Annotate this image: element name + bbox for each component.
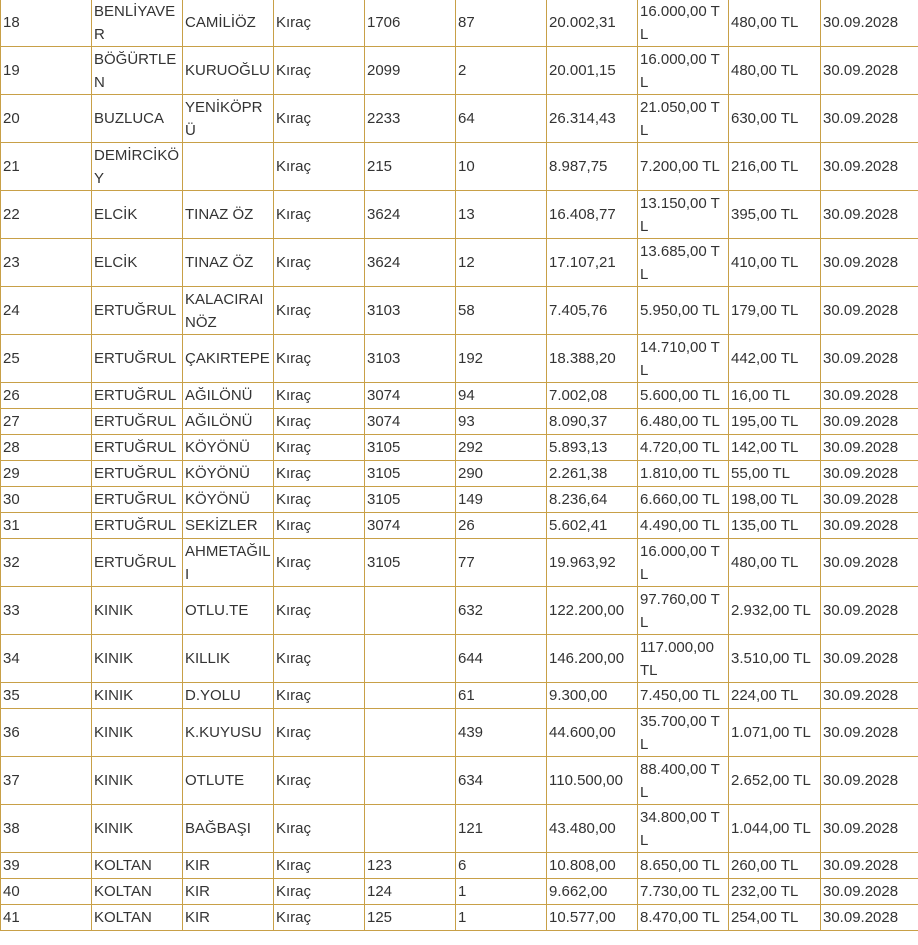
- cell-price: 7.730,00 TL: [638, 879, 729, 905]
- cell-neighborhood: BENLİYAVER: [92, 0, 183, 47]
- table-row: [1, 513, 918, 539]
- cell-locality: SEKİZLER: [183, 513, 274, 539]
- cell-neighborhood: ERTUĞRUL: [92, 287, 183, 335]
- cell-no: 40: [1, 879, 92, 905]
- cell-parcel: 10: [456, 143, 547, 191]
- cell-deposit: 16,00 TL: [729, 383, 821, 409]
- cell-locality: TINAZ ÖZ: [183, 191, 274, 239]
- cell-deposit: 142,00 TL: [729, 435, 821, 461]
- cell-land-type: Kıraç: [274, 335, 365, 383]
- cell-block: 3105: [365, 461, 456, 487]
- cell-price: 16.000,00 TL: [638, 539, 729, 587]
- table-row: [1, 335, 918, 383]
- cell-area: 17.107,21: [547, 239, 638, 287]
- cell-neighborhood: ERTUĞRUL: [92, 383, 183, 409]
- cell-area: 26.314,43: [547, 95, 638, 143]
- cell-deposit: 195,00 TL: [729, 409, 821, 435]
- cell-price: 7.450,00 TL: [638, 683, 729, 709]
- cell-block: 3105: [365, 539, 456, 587]
- cell-neighborhood: ERTUĞRUL: [92, 539, 183, 587]
- cell-neighborhood: ERTUĞRUL: [92, 513, 183, 539]
- cell-locality: YENİKÖPRÜ: [183, 95, 274, 143]
- cell-date: 30.09.2028: [821, 709, 918, 757]
- cell-block: 3624: [365, 191, 456, 239]
- table-row: [1, 539, 918, 587]
- cell-land-type: Kıraç: [274, 683, 365, 709]
- cell-deposit: 260,00 TL: [729, 853, 821, 879]
- cell-no: 18: [1, 0, 92, 47]
- cell-price: 97.760,00 TL: [638, 587, 729, 635]
- cell-parcel: 192: [456, 335, 547, 383]
- cell-locality: KÖYÖNÜ: [183, 487, 274, 513]
- cell-price: 117.000,00 TL: [638, 635, 729, 683]
- cell-block: 3105: [365, 435, 456, 461]
- cell-deposit: 1.071,00 TL: [729, 709, 821, 757]
- table-row: [1, 191, 918, 239]
- cell-neighborhood: KINIK: [92, 587, 183, 635]
- cell-block: [365, 587, 456, 635]
- table-row: [1, 635, 918, 683]
- table-row: [1, 905, 918, 931]
- cell-area: 10.808,00: [547, 853, 638, 879]
- table-row: [1, 587, 918, 635]
- cell-area: 44.600,00: [547, 709, 638, 757]
- cell-area: 7.405,76: [547, 287, 638, 335]
- cell-price: 4.720,00 TL: [638, 435, 729, 461]
- cell-area: 5.602,41: [547, 513, 638, 539]
- cell-land-type: Kıraç: [274, 287, 365, 335]
- cell-parcel: 93: [456, 409, 547, 435]
- cell-date: 30.09.2028: [821, 757, 918, 805]
- cell-no: 24: [1, 287, 92, 335]
- cell-no: 34: [1, 635, 92, 683]
- cell-block: [365, 757, 456, 805]
- cell-deposit: 3.510,00 TL: [729, 635, 821, 683]
- cell-land-type: Kıraç: [274, 143, 365, 191]
- cell-locality: KURUOĞLU: [183, 47, 274, 95]
- table-row: [1, 95, 918, 143]
- cell-area: 146.200,00: [547, 635, 638, 683]
- cell-locality: AĞILÖNÜ: [183, 383, 274, 409]
- cell-neighborhood: KOLTAN: [92, 853, 183, 879]
- cell-deposit: 232,00 TL: [729, 879, 821, 905]
- cell-block: [365, 683, 456, 709]
- cell-price: 1.810,00 TL: [638, 461, 729, 487]
- cell-neighborhood: KINIK: [92, 805, 183, 853]
- cell-deposit: 198,00 TL: [729, 487, 821, 513]
- cell-area: 110.500,00: [547, 757, 638, 805]
- cell-date: 30.09.2028: [821, 239, 918, 287]
- cell-parcel: 149: [456, 487, 547, 513]
- cell-land-type: Kıraç: [274, 239, 365, 287]
- cell-deposit: 224,00 TL: [729, 683, 821, 709]
- cell-locality: ÇAKIRTEPE: [183, 335, 274, 383]
- cell-land-type: Kıraç: [274, 0, 365, 47]
- cell-date: 30.09.2028: [821, 635, 918, 683]
- cell-date: 30.09.2028: [821, 587, 918, 635]
- table-row: [1, 853, 918, 879]
- cell-area: 20.002,31: [547, 0, 638, 47]
- cell-no: 41: [1, 905, 92, 931]
- cell-land-type: Kıraç: [274, 487, 365, 513]
- cell-locality: OTLU.TE: [183, 587, 274, 635]
- cell-land-type: Kıraç: [274, 709, 365, 757]
- cell-parcel: 292: [456, 435, 547, 461]
- cell-block: 3074: [365, 409, 456, 435]
- cell-locality: D.YOLU: [183, 683, 274, 709]
- cell-land-type: Kıraç: [274, 757, 365, 805]
- cell-price: 13.150,00 TL: [638, 191, 729, 239]
- cell-land-type: Kıraç: [274, 539, 365, 587]
- cell-block: 125: [365, 905, 456, 931]
- cell-locality: KILLIK: [183, 635, 274, 683]
- cell-parcel: 64: [456, 95, 547, 143]
- cell-block: [365, 635, 456, 683]
- cell-land-type: Kıraç: [274, 383, 365, 409]
- cell-deposit: 410,00 TL: [729, 239, 821, 287]
- cell-neighborhood: KINIK: [92, 635, 183, 683]
- cell-area: 122.200,00: [547, 587, 638, 635]
- cell-date: 30.09.2028: [821, 47, 918, 95]
- cell-deposit: 254,00 TL: [729, 905, 821, 931]
- table-row: [1, 143, 918, 191]
- cell-parcel: 632: [456, 587, 547, 635]
- cell-no: 19: [1, 47, 92, 95]
- cell-neighborhood: ERTUĞRUL: [92, 435, 183, 461]
- cell-no: 23: [1, 239, 92, 287]
- cell-parcel: 26: [456, 513, 547, 539]
- cell-area: 43.480,00: [547, 805, 638, 853]
- cell-neighborhood: KINIK: [92, 683, 183, 709]
- cell-land-type: Kıraç: [274, 853, 365, 879]
- cell-land-type: Kıraç: [274, 805, 365, 853]
- cell-price: 6.660,00 TL: [638, 487, 729, 513]
- cell-parcel: 12: [456, 239, 547, 287]
- table-row: [1, 683, 918, 709]
- cell-no: 38: [1, 805, 92, 853]
- cell-date: 30.09.2028: [821, 513, 918, 539]
- cell-no: 28: [1, 435, 92, 461]
- cell-parcel: 77: [456, 539, 547, 587]
- cell-locality: TINAZ ÖZ: [183, 239, 274, 287]
- cell-parcel: 94: [456, 383, 547, 409]
- cell-parcel: 634: [456, 757, 547, 805]
- cell-area: 8.987,75: [547, 143, 638, 191]
- cell-deposit: 395,00 TL: [729, 191, 821, 239]
- cell-area: 16.408,77: [547, 191, 638, 239]
- cell-parcel: 439: [456, 709, 547, 757]
- cell-area: 5.893,13: [547, 435, 638, 461]
- cell-price: 13.685,00 TL: [638, 239, 729, 287]
- cell-date: 30.09.2028: [821, 805, 918, 853]
- cell-price: 21.050,00 TL: [638, 95, 729, 143]
- cell-no: 25: [1, 335, 92, 383]
- cell-area: 9.662,00: [547, 879, 638, 905]
- cell-date: 30.09.2028: [821, 143, 918, 191]
- cell-neighborhood: KOLTAN: [92, 905, 183, 931]
- cell-area: 20.001,15: [547, 47, 638, 95]
- cell-no: 35: [1, 683, 92, 709]
- table-row: [1, 383, 918, 409]
- table-row: [1, 0, 918, 47]
- cell-block: 1706: [365, 0, 456, 47]
- cell-neighborhood: ERTUĞRUL: [92, 461, 183, 487]
- cell-no: 29: [1, 461, 92, 487]
- cell-price: 8.470,00 TL: [638, 905, 729, 931]
- cell-parcel: 121: [456, 805, 547, 853]
- table-row: [1, 879, 918, 905]
- cell-no: 21: [1, 143, 92, 191]
- cell-locality: BAĞBAŞI: [183, 805, 274, 853]
- cell-deposit: 135,00 TL: [729, 513, 821, 539]
- cell-parcel: 1: [456, 905, 547, 931]
- cell-locality: CAMİLİÖZ: [183, 0, 274, 47]
- cell-area: 7.002,08: [547, 383, 638, 409]
- cell-price: 8.650,00 TL: [638, 853, 729, 879]
- cell-block: 3074: [365, 513, 456, 539]
- cell-deposit: 179,00 TL: [729, 287, 821, 335]
- table-row: [1, 287, 918, 335]
- cell-price: 16.000,00 TL: [638, 47, 729, 95]
- cell-deposit: 2.652,00 TL: [729, 757, 821, 805]
- cell-no: 30: [1, 487, 92, 513]
- cell-block: 3105: [365, 487, 456, 513]
- cell-land-type: Kıraç: [274, 95, 365, 143]
- cell-price: 16.000,00 TL: [638, 0, 729, 47]
- cell-land-type: Kıraç: [274, 409, 365, 435]
- cell-date: 30.09.2028: [821, 487, 918, 513]
- cell-price: 4.490,00 TL: [638, 513, 729, 539]
- cell-locality: [183, 143, 274, 191]
- cell-area: 9.300,00: [547, 683, 638, 709]
- cell-land-type: Kıraç: [274, 635, 365, 683]
- cell-deposit: 442,00 TL: [729, 335, 821, 383]
- cell-neighborhood: DEMİRCİKÖY: [92, 143, 183, 191]
- cell-land-type: Kıraç: [274, 435, 365, 461]
- cell-block: 3103: [365, 287, 456, 335]
- cell-neighborhood: ELCİK: [92, 191, 183, 239]
- cell-no: 32: [1, 539, 92, 587]
- table-row: [1, 461, 918, 487]
- cell-deposit: 1.044,00 TL: [729, 805, 821, 853]
- cell-date: 30.09.2028: [821, 683, 918, 709]
- cell-land-type: Kıraç: [274, 879, 365, 905]
- cell-price: 34.800,00 TL: [638, 805, 729, 853]
- cell-block: 215: [365, 143, 456, 191]
- table-row: [1, 409, 918, 435]
- cell-deposit: 480,00 TL: [729, 539, 821, 587]
- cell-parcel: 61: [456, 683, 547, 709]
- cell-land-type: Kıraç: [274, 191, 365, 239]
- cell-date: 30.09.2028: [821, 409, 918, 435]
- cell-date: 30.09.2028: [821, 191, 918, 239]
- cell-parcel: 6: [456, 853, 547, 879]
- cell-deposit: 2.932,00 TL: [729, 587, 821, 635]
- table-row: [1, 487, 918, 513]
- cell-land-type: Kıraç: [274, 905, 365, 931]
- table-row: [1, 805, 918, 853]
- cell-price: 88.400,00 TL: [638, 757, 729, 805]
- cell-land-type: Kıraç: [274, 461, 365, 487]
- cell-price: 14.710,00 TL: [638, 335, 729, 383]
- cell-date: 30.09.2028: [821, 905, 918, 931]
- cell-no: 26: [1, 383, 92, 409]
- cell-land-type: Kıraç: [274, 513, 365, 539]
- cell-deposit: 630,00 TL: [729, 95, 821, 143]
- cell-neighborhood: KINIK: [92, 757, 183, 805]
- cell-land-type: Kıraç: [274, 47, 365, 95]
- cell-neighborhood: ELCİK: [92, 239, 183, 287]
- cell-neighborhood: ERTUĞRUL: [92, 335, 183, 383]
- cell-parcel: 87: [456, 0, 547, 47]
- cell-date: 30.09.2028: [821, 383, 918, 409]
- cell-area: 19.963,92: [547, 539, 638, 587]
- cell-price: 5.950,00 TL: [638, 287, 729, 335]
- cell-block: 123: [365, 853, 456, 879]
- cell-date: 30.09.2028: [821, 95, 918, 143]
- cell-neighborhood: ERTUĞRUL: [92, 409, 183, 435]
- table-row: [1, 239, 918, 287]
- cell-block: 3103: [365, 335, 456, 383]
- cell-locality: AĞILÖNÜ: [183, 409, 274, 435]
- cell-no: 37: [1, 757, 92, 805]
- cell-no: 31: [1, 513, 92, 539]
- cell-neighborhood: KINIK: [92, 709, 183, 757]
- cell-no: 27: [1, 409, 92, 435]
- cell-neighborhood: ERTUĞRUL: [92, 487, 183, 513]
- cell-locality: KIR: [183, 879, 274, 905]
- cell-locality: K.KUYUSU: [183, 709, 274, 757]
- cell-date: 30.09.2028: [821, 879, 918, 905]
- cell-area: 8.236,64: [547, 487, 638, 513]
- cell-area: 2.261,38: [547, 461, 638, 487]
- cell-parcel: 1: [456, 879, 547, 905]
- cell-block: [365, 709, 456, 757]
- cell-neighborhood: BUZLUCA: [92, 95, 183, 143]
- cell-price: 7.200,00 TL: [638, 143, 729, 191]
- cell-block: 2099: [365, 47, 456, 95]
- cell-locality: OTLUTE: [183, 757, 274, 805]
- cell-deposit: 480,00 TL: [729, 47, 821, 95]
- cell-block: 3074: [365, 383, 456, 409]
- cell-price: 6.480,00 TL: [638, 409, 729, 435]
- cell-block: [365, 805, 456, 853]
- cell-locality: KIR: [183, 905, 274, 931]
- cell-block: 3624: [365, 239, 456, 287]
- cell-no: 22: [1, 191, 92, 239]
- cell-no: 20: [1, 95, 92, 143]
- cell-date: 30.09.2028: [821, 287, 918, 335]
- table-body: [1, 0, 918, 931]
- cell-locality: KALACIRAINÖZ: [183, 287, 274, 335]
- cell-parcel: 2: [456, 47, 547, 95]
- cell-no: 36: [1, 709, 92, 757]
- table-row: [1, 435, 918, 461]
- cell-deposit: 480,00 TL: [729, 0, 821, 47]
- cell-locality: KÖYÖNÜ: [183, 461, 274, 487]
- cell-parcel: 290: [456, 461, 547, 487]
- cell-price: 5.600,00 TL: [638, 383, 729, 409]
- cell-price: 35.700,00 TL: [638, 709, 729, 757]
- cell-date: 30.09.2028: [821, 853, 918, 879]
- cell-block: 124: [365, 879, 456, 905]
- cell-locality: KIR: [183, 853, 274, 879]
- cell-date: 30.09.2028: [821, 461, 918, 487]
- cell-parcel: 58: [456, 287, 547, 335]
- cell-no: 33: [1, 587, 92, 635]
- cell-locality: AHMETAĞILI: [183, 539, 274, 587]
- cell-locality: KÖYÖNÜ: [183, 435, 274, 461]
- cell-area: 8.090,37: [547, 409, 638, 435]
- table-row: [1, 47, 918, 95]
- cell-date: 30.09.2028: [821, 0, 918, 47]
- cell-land-type: Kıraç: [274, 587, 365, 635]
- cell-parcel: 644: [456, 635, 547, 683]
- cell-date: 30.09.2028: [821, 435, 918, 461]
- cell-date: 30.09.2028: [821, 539, 918, 587]
- table-row: [1, 757, 918, 805]
- cell-date: 30.09.2028: [821, 335, 918, 383]
- cell-area: 10.577,00: [547, 905, 638, 931]
- cell-parcel: 13: [456, 191, 547, 239]
- cell-block: 2233: [365, 95, 456, 143]
- cell-deposit: 55,00 TL: [729, 461, 821, 487]
- cell-neighborhood: KOLTAN: [92, 879, 183, 905]
- cell-deposit: 216,00 TL: [729, 143, 821, 191]
- table-row: [1, 709, 918, 757]
- cell-area: 18.388,20: [547, 335, 638, 383]
- cell-neighborhood: BÖĞÜRTLEN: [92, 47, 183, 95]
- cell-no: 39: [1, 853, 92, 879]
